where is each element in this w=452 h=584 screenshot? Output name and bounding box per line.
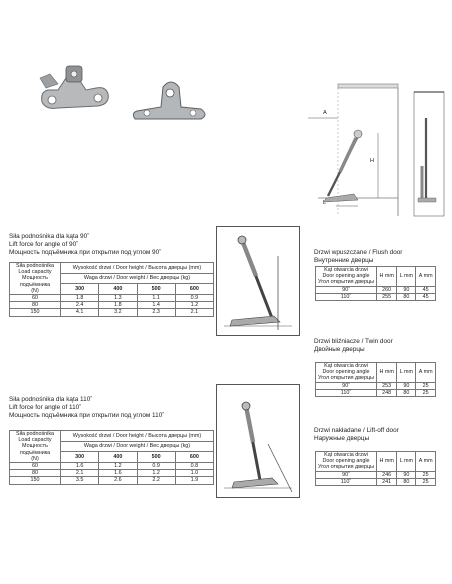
flush-door-title: Drzwi wpuszczane / Flush door: [314, 249, 403, 256]
col-l: L mm: [397, 452, 416, 472]
col-a: A mm: [416, 363, 436, 383]
value-cell: 25: [416, 389, 436, 396]
value-cell: 248: [377, 389, 397, 396]
height-col: 600: [175, 452, 213, 463]
bracket-photo-left: [28, 60, 118, 120]
value-cell: 1.6: [61, 463, 99, 470]
angle-header-en: Door opening angle: [322, 369, 370, 376]
value-cell: 1.9: [175, 477, 213, 484]
value-cell: 255: [377, 293, 397, 300]
table-flush-door: [315, 266, 436, 301]
height-col: 400: [99, 452, 137, 463]
table-row: [316, 471, 436, 478]
value-cell: 3.5: [61, 477, 99, 484]
value-cell: 90: [397, 471, 416, 478]
title-110-pl: Siła podnośnika dla kąta 110˚: [9, 396, 93, 403]
value-cell: 1.1: [137, 295, 175, 302]
value-cell: 2.4: [61, 302, 99, 309]
height-header: Wysokość drzwi / Door height / Высота двеpцы (mm): [61, 263, 214, 274]
height-col: 300: [61, 284, 99, 295]
value-cell: 2.1: [61, 470, 99, 477]
table-row: [10, 470, 214, 477]
value-cell: 0.9: [137, 463, 175, 470]
label-a: A: [323, 110, 327, 116]
table-lift-force-110: [9, 430, 214, 485]
table-liftoff-door: [315, 451, 436, 486]
angle-header-pl: Kąt otwarcia drzwi: [324, 363, 368, 369]
load-header-en: Load capacity: [18, 269, 52, 276]
table-row: [10, 309, 214, 316]
title-110-ru: Мощность подъёмника при открытии под углом 110˚: [9, 412, 165, 419]
title-90-pl: Siła podnośnika dla kąta 90˚: [9, 233, 90, 240]
weight-header: Waga drzwi / Door weight / Вес двеpцы (kg): [61, 441, 214, 452]
value-cell: 1.8: [99, 302, 137, 309]
load-header-pl: Siła podnośnika: [15, 263, 55, 269]
value-cell: 4.1: [61, 309, 99, 316]
value-cell: 1.2: [99, 463, 137, 470]
value-cell: 1.6: [99, 470, 137, 477]
load-header-unit: (N): [31, 455, 39, 462]
angle-cell: 90˚: [316, 382, 377, 389]
value-cell: 25: [416, 382, 436, 389]
value-cell: 1.8: [61, 295, 99, 302]
value-cell: 25: [416, 478, 436, 485]
angle-cell: 110˚: [316, 389, 377, 396]
value-cell: 1.2: [137, 470, 175, 477]
value-cell: 3.2: [99, 309, 137, 316]
value-cell: 253: [377, 382, 397, 389]
col-l: L mm: [397, 363, 416, 383]
title-90-en: Lift force for angle of 90˚: [9, 241, 79, 248]
col-h: H mm: [377, 267, 397, 287]
table-row: [10, 463, 214, 470]
lift-illustration-110: [216, 384, 298, 496]
col-l: L mm: [397, 267, 416, 287]
value-cell: 90: [397, 382, 416, 389]
value-cell: 246: [377, 471, 397, 478]
load-cell: 80: [10, 470, 61, 477]
height-col: 500: [137, 284, 175, 295]
value-cell: 2.2: [137, 477, 175, 484]
angle-cell: 110˚: [316, 293, 377, 300]
load-header-unit: (N): [31, 287, 39, 294]
load-header-en: Load capacity: [18, 437, 52, 444]
load-cell: 60: [10, 463, 61, 470]
value-cell: 1.2: [175, 302, 213, 309]
load-header-pl: Siła podnośnika: [15, 431, 55, 437]
col-a: A mm: [416, 452, 436, 472]
value-cell: 0.8: [175, 463, 213, 470]
twin-door-title: Drzwi bliźniacze / Twin door: [314, 338, 393, 345]
liftoff-door-title: Drzwi nakładane / Lift-off door: [314, 427, 399, 434]
value-cell: 0.9: [175, 295, 213, 302]
flush-door-subtitle: Внутренние двеpцы: [314, 257, 374, 264]
load-cell: 150: [10, 309, 61, 316]
liftoff-door-subtitle: Наружные двеpцы: [314, 435, 370, 442]
height-col: 600: [175, 284, 213, 295]
angle-cell: 90˚: [316, 471, 377, 478]
col-h: H mm: [377, 452, 397, 472]
weight-header: Waga drzwi / Door weight / Вес двеpцы (kg): [61, 273, 214, 284]
value-cell: 90: [397, 286, 416, 293]
value-cell: 1.0: [175, 470, 213, 477]
table-row: [10, 295, 214, 302]
value-cell: 45: [416, 293, 436, 300]
table-row: [10, 477, 214, 484]
label-l: L: [323, 200, 327, 206]
table-lift-force-90: [9, 262, 214, 317]
table-row: [10, 302, 214, 309]
angle-cell: 90˚: [316, 286, 377, 293]
angle-header-en: Door opening angle: [322, 273, 370, 280]
installation-diagram: [298, 78, 448, 218]
load-cell: 80: [10, 302, 61, 309]
value-cell: 1.4: [137, 302, 175, 309]
angle-header-ru: Угол открытия двеpцы: [318, 464, 374, 471]
table-row: [316, 389, 436, 396]
title-90-ru: Мощность подъёмника при открытии под углом 90˚: [9, 249, 162, 256]
value-cell: 1.3: [99, 295, 137, 302]
value-cell: 2.6: [99, 477, 137, 484]
load-cell: 60: [10, 295, 61, 302]
value-cell: 25: [416, 471, 436, 478]
angle-header-pl: Kąt otwarcia drzwi: [324, 452, 368, 458]
value-cell: 45: [416, 286, 436, 293]
value-cell: 80: [397, 293, 416, 300]
height-col: 300: [61, 452, 99, 463]
table-row: [316, 382, 436, 389]
title-110-en: Lift force for angle of 110˚: [9, 404, 82, 411]
angle-header-ru: Угол открытия двеpцы: [318, 279, 374, 286]
load-header-ru: Мощность подъёмника: [19, 275, 51, 288]
twin-door-subtitle: Двойные двеpцы: [314, 346, 365, 353]
bracket-photo-right: [125, 65, 215, 125]
angle-header-pl: Kąt otwarcia drzwi: [324, 267, 368, 273]
angle-header-en: Door opening angle: [322, 458, 370, 465]
value-cell: 80: [397, 478, 416, 485]
value-cell: 241: [377, 478, 397, 485]
table-twin-door: [315, 362, 436, 397]
load-cell: 150: [10, 477, 61, 484]
angle-header-ru: Угол открытия двеpцы: [318, 375, 374, 382]
height-col: 400: [99, 284, 137, 295]
height-col: 500: [137, 452, 175, 463]
value-cell: 260: [377, 286, 397, 293]
lift-illustration-90: [216, 226, 298, 334]
label-h: H: [370, 158, 375, 164]
table-row: [316, 478, 436, 485]
height-header: Wysokość drzwi / Door height / Высота двеpцы (mm): [61, 431, 214, 442]
value-cell: 80: [397, 389, 416, 396]
value-cell: 2.1: [175, 309, 213, 316]
table-row: [316, 286, 436, 293]
col-h: H mm: [377, 363, 397, 383]
angle-cell: 110˚: [316, 478, 377, 485]
col-a: A mm: [416, 267, 436, 287]
table-row: [316, 293, 436, 300]
load-header-ru: Мощность подъёмника: [19, 443, 51, 456]
value-cell: 2.3: [137, 309, 175, 316]
